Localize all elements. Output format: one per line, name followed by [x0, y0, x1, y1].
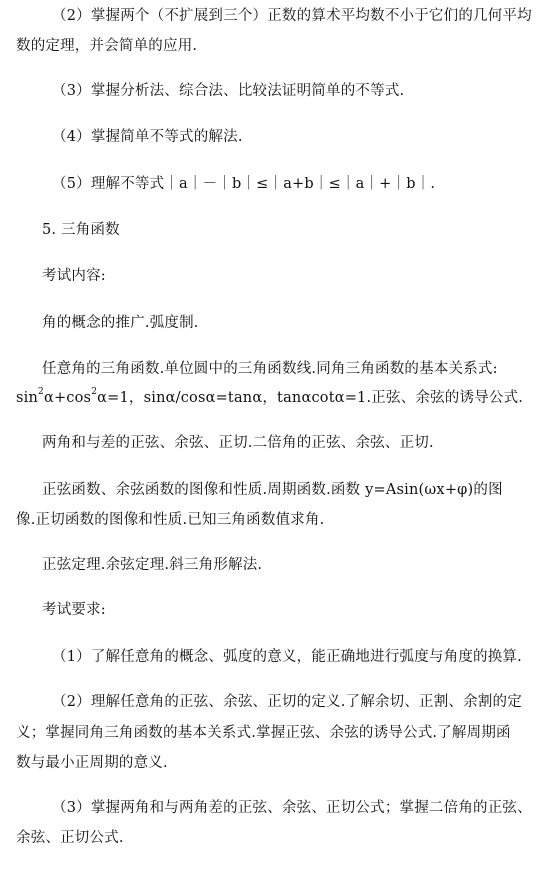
content-paragraph-graphs-line-2: 像.正切函数的图像和性质.已知三角函数值求角. — [16, 512, 325, 528]
inequality-requirement-2-line-1: （2）掌握两个（不扩展到三个）正数的算术平均数不小于它们的几何平均 — [52, 8, 532, 24]
inequality-requirement-2-line-2: 数的定理，并会简单的应用. — [16, 38, 198, 54]
identity-cos-text: α+cos — [43, 390, 92, 406]
inequality-requirement-3: （3）掌握分析法、综合法、比较法证明简单的不等式. — [52, 83, 405, 99]
trig-requirement-3-line-2: 余弦、正切公式. — [16, 830, 124, 846]
identity-remainder-text: α=1，sinα/cosα=tanα，tanαcotα=1.正弦、余弦的诱导公式. — [97, 390, 524, 406]
exam-content-heading: 考试内容: — [42, 268, 106, 284]
content-paragraph-graphs-line-1: 正弦函数、余弦函数的图像和性质.周期函数.函数 y=Asin(ωx+φ)的图 — [42, 482, 503, 498]
trig-identity-line — [16, 388, 546, 408]
content-paragraph-sine-cosine-law: 正弦定理.余弦定理.斜三角形解法. — [42, 557, 263, 573]
identity-square-superscript-2: 2 — [91, 387, 98, 398]
trig-requirement-2-line-2: 义；掌握同角三角函数的基本关系式.掌握正弦、余弦的诱导公式.了解周期函 — [16, 725, 511, 741]
exam-requirements-heading: 考试要求: — [42, 602, 106, 618]
content-paragraph-sum-difference: 两角和与差的正弦、余弦、正切.二倍角的正弦、余弦、正切. — [42, 435, 434, 451]
inequality-requirement-4: （4）掌握简单不等式的解法. — [52, 129, 243, 145]
inequality-requirement-5: （5）理解不等式｜a｜－｜b｜≤｜a+b｜≤｜a｜+｜b｜. — [52, 176, 436, 192]
trig-requirement-2-line-1: （2）理解任意角的正弦、余弦、正切的定义.了解余切、正割、余割的定 — [52, 694, 522, 710]
trig-requirement-2-line-3: 数与最小正周期的意义. — [16, 755, 168, 771]
content-paragraph-angle-concept: 角的概念的推广.弧度制. — [42, 315, 199, 331]
content-paragraph-trig-functions-line-1: 任意角的三角函数.单位圆中的三角函数线.同角三角函数的基本关系式: — [42, 361, 498, 377]
section-5-heading: 5. 三角函数 — [42, 222, 120, 238]
identity-square-superscript-1: 2 — [38, 387, 44, 398]
identity-sin-text: sin — [16, 390, 39, 406]
trig-requirement-3-line-1: （3）掌握两角和与两角差的正弦、余弦、正切公式；掌握二倍角的正弦、 — [52, 800, 532, 816]
trig-requirement-1: （1）了解任意角的概念、弧度的意义，能正确地进行弧度与角度的换算. — [52, 649, 522, 665]
